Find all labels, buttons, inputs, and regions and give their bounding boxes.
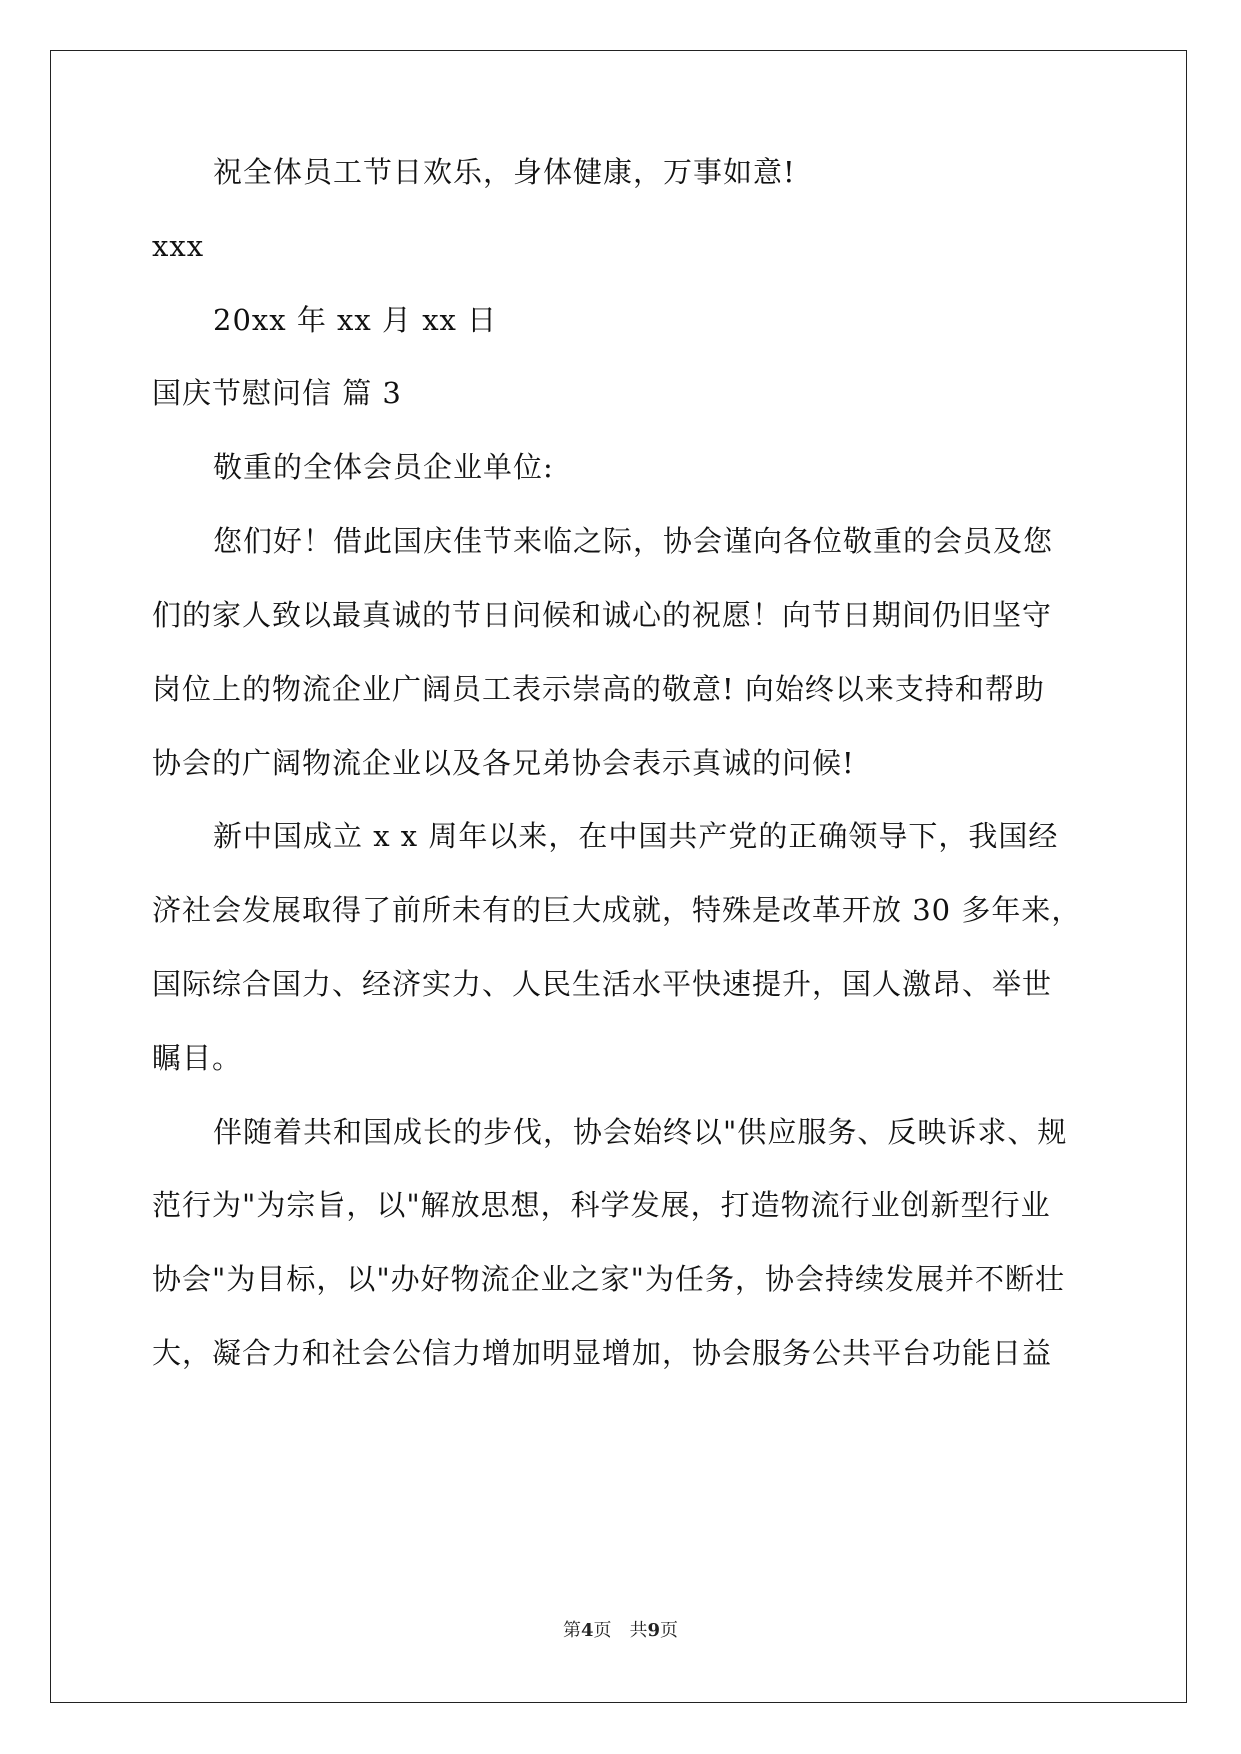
salutation: 敬重的全体会员企业单位:: [213, 450, 554, 484]
paragraph-line: 大，凝合力和社会公信力增加明显增加，协会服务公共平台功能日益: [152, 1336, 1053, 1370]
footer-suffix: 页: [660, 1620, 679, 1641]
paragraph-line: 协会"为目标，以"办好物流企业之家"为任务，协会持续发展并不断壮: [152, 1262, 1066, 1296]
total-page-count: 9: [647, 1620, 661, 1641]
paragraph-line: 济社会发展取得了前所未有的巨大成就，特殊是改革开放 30 多年来，: [152, 893, 1082, 927]
signature-name: xxx: [152, 229, 205, 263]
greeting-line: 祝全体员工节日欢乐，身体健康，万事如意!: [213, 155, 796, 189]
paragraph-line: 们的家人致以最真诚的节日问候和诚心的祝愿！向节日期间仍旧坚守: [152, 598, 1053, 632]
paragraph-line: 岗位上的物流企业广阔员工表示崇高的敬意! 向始终以来支持和帮助: [152, 672, 1045, 706]
page-footer: [0, 1619, 1241, 1643]
paragraph-line: 伴随着共和国成长的步伐，协会始终以"供应服务、反映诉求、规: [213, 1115, 1068, 1149]
footer-prefix: 第: [562, 1620, 581, 1641]
paragraph-line: 协会的广阔物流企业以及各兄弟协会表示真诚的问候!: [152, 746, 855, 780]
section-heading: 国庆节慰问信 篇 3: [152, 376, 402, 410]
paragraph-line: 国际综合国力、经济实力、人民生活水平快速提升，国人激昂、举世: [152, 967, 1053, 1001]
footer-middle: 页 共: [593, 1620, 648, 1641]
paragraph-line: 新中国成立 x x 周年以来，在中国共产党的正确领导下，我国经: [213, 819, 1059, 853]
paragraph-line: 瞩目。: [152, 1041, 243, 1075]
page-border: [50, 50, 1187, 1703]
paragraph-line: 范行为"为宗旨，以"解放思想，科学发展，打造物流行业创新型行业: [152, 1188, 1051, 1222]
paragraph-line: 您们好！借此国庆佳节来临之际，协会谨向各位敬重的会员及您: [213, 524, 1054, 558]
current-page-number: 4: [580, 1620, 594, 1641]
signature-date: 20xx 年 xx 月 xx 日: [213, 303, 498, 337]
